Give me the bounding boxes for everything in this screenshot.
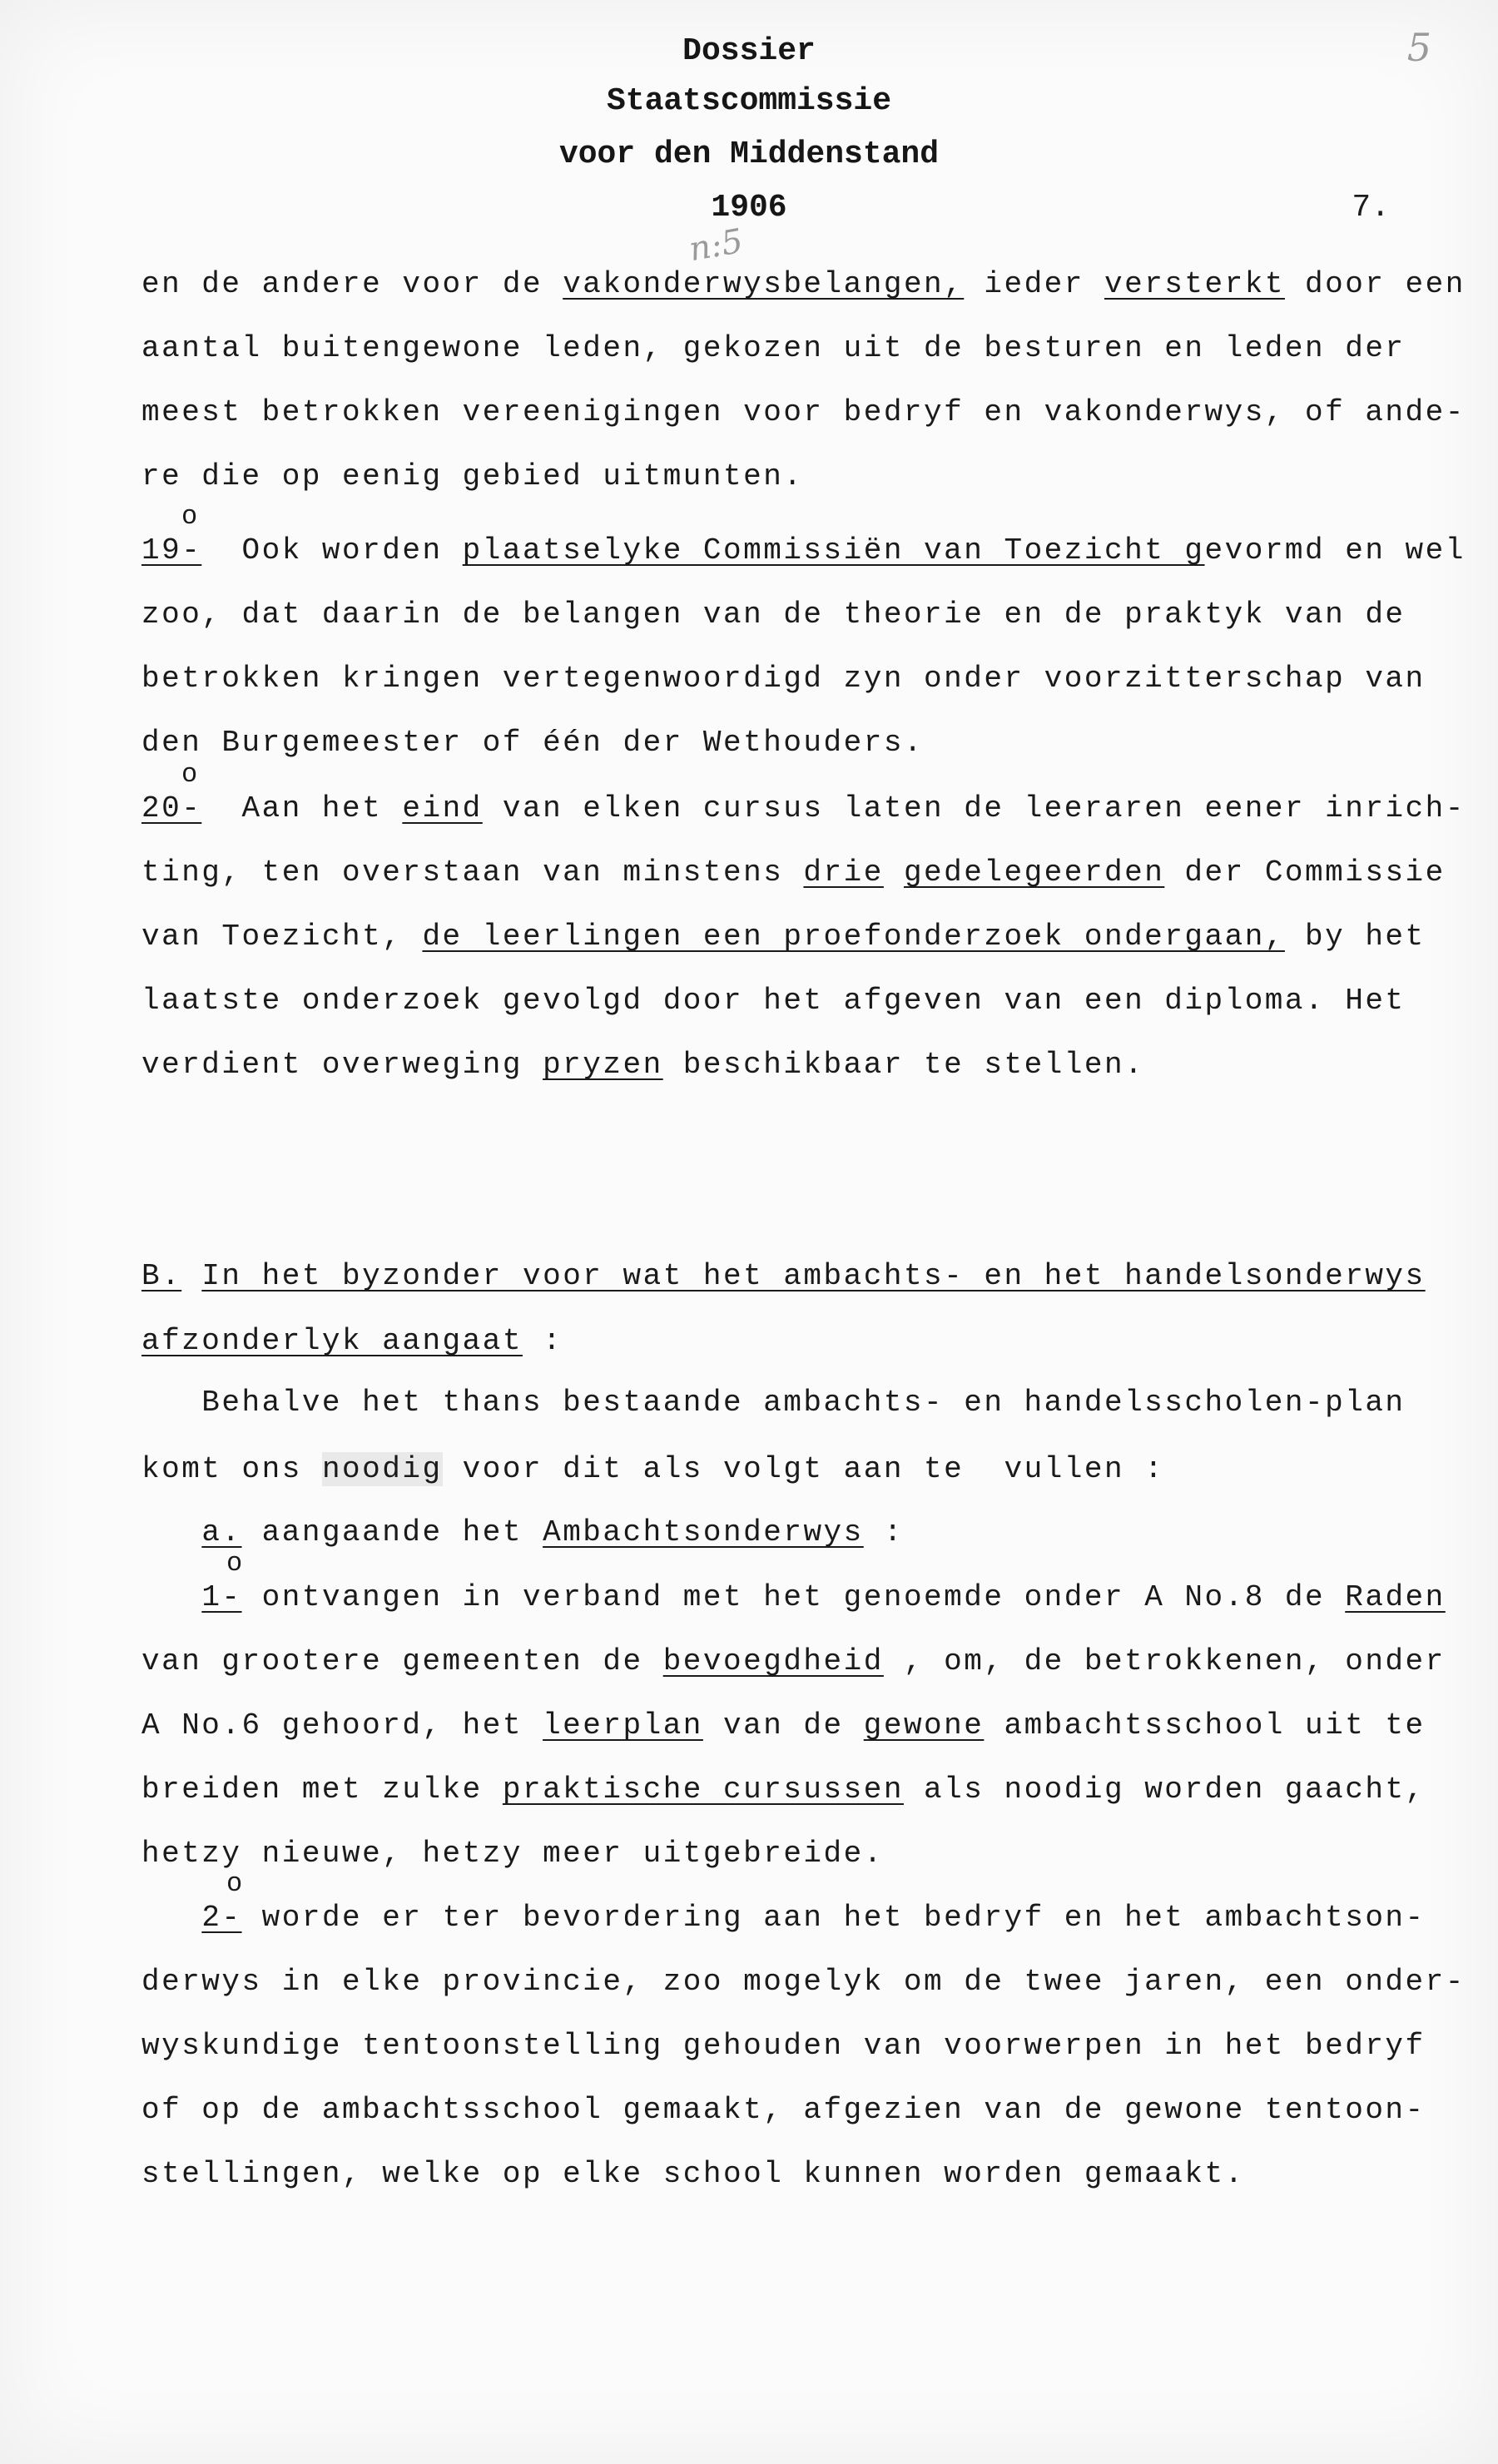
- underlined-text: afzonderlyk aangaat: [141, 1324, 523, 1358]
- ordinal-marker: o: [226, 1548, 243, 1579]
- text-segment: :: [522, 1324, 563, 1358]
- text-segment: worde er ter bevordering aan het bedryf en het ambachtson-: [241, 1901, 1426, 1935]
- text-segment: Aan het: [201, 791, 403, 825]
- text-segment: zoo, dat daarin de belangen van de theorie en de praktyk van de: [141, 597, 1406, 632]
- paragraph-line: [141, 330, 1406, 367]
- text-segment: verdient overweging: [141, 1048, 543, 1082]
- text-segment: [181, 1259, 201, 1293]
- text-segment: als noodig worden gaacht,: [903, 1772, 1426, 1807]
- text-segment: wyskundige tentoonstelling gehouden van voorwerpen in het bedryf: [141, 2029, 1426, 2063]
- section-b-line: [141, 1258, 1426, 1295]
- text-segment: derwys in elke provincie, zoo mogelyk om de twee jaren, een onder-: [141, 1965, 1466, 1999]
- text-segment: van de: [702, 1708, 864, 1743]
- item19-line: [141, 661, 1426, 697]
- text-segment: [141, 1901, 201, 1935]
- paragraph-line: [141, 266, 1466, 303]
- underlined-text: vakonderwysbelangen,: [563, 267, 965, 301]
- header-commission: Staatscommissie: [606, 83, 892, 119]
- underlined-text: drie: [803, 855, 884, 890]
- underlined-text: 20-: [141, 791, 202, 825]
- text-segment: A No.6 gehoord, het: [141, 1708, 543, 1743]
- item19-line: [141, 533, 1466, 569]
- underlined-text: praktische cursussen: [502, 1772, 904, 1807]
- text-segment: Behalve het thans bestaande ambachts- en handelsscholen-plan: [141, 1386, 1406, 1420]
- header-dossier: Dossier: [682, 33, 816, 69]
- underlined-text: eind: [402, 791, 483, 825]
- paragraph-line: [141, 394, 1466, 431]
- text-segment: evormd en wel: [1204, 533, 1466, 568]
- text-segment: der Commissie: [1164, 855, 1446, 890]
- item19-line: [141, 725, 924, 761]
- underlined-text: Raden: [1345, 1580, 1446, 1614]
- underlined-text: gewone: [863, 1708, 985, 1743]
- text-segment: van grootere gemeenten de: [141, 1644, 663, 1678]
- text-segment: :: [863, 1515, 904, 1549]
- text-segment: van Toezicht,: [141, 920, 423, 954]
- underlined-text: pryzen: [543, 1048, 663, 1082]
- text-segment: laatste onderzoek gevolgd door het afgeven van een diploma. Het: [141, 984, 1406, 1018]
- underlined-text: 1-: [201, 1580, 242, 1614]
- text-segment: of op de ambachtsschool gemaakt, afgezien van de gewone tentoon-: [141, 2093, 1426, 2127]
- text-segment: den Burgemeester of één der Wethouders.: [141, 726, 925, 760]
- text-segment: [141, 1515, 201, 1549]
- text-segment: beschikbaar te stellen.: [662, 1048, 1145, 1082]
- ordinal-marker: o: [181, 501, 198, 532]
- item1-line: [141, 1772, 1426, 1808]
- item1-line: [141, 1708, 1426, 1744]
- ordinal-marker: o: [226, 1868, 243, 1899]
- text-segment: meest betrokken vereenigingen voor bedryf en vakonderwys, of ande-: [141, 395, 1466, 429]
- text-segment: ieder: [964, 267, 1104, 301]
- item20-line: [141, 919, 1426, 955]
- underlined-text: In het byzonder voor wat het ambachts- en het handelsonderwys: [201, 1259, 1426, 1293]
- subsection-a-heading: [141, 1515, 904, 1551]
- section-b-line: [141, 1451, 1164, 1488]
- text-segment: ambachtsschool uit te: [984, 1708, 1426, 1743]
- ordinal-marker: o: [181, 759, 198, 790]
- text-segment: breiden met zulke: [141, 1772, 503, 1807]
- section-b-line: [141, 1385, 1406, 1421]
- corner-page-mark: 5: [1406, 25, 1431, 70]
- item2-line: [141, 2156, 1245, 2193]
- header-year: 1906: [711, 190, 787, 226]
- text-segment: van elken cursus laten de leeraren eener inrich-: [482, 791, 1466, 825]
- text-segment: , om, de betrokkenen, onder: [883, 1644, 1446, 1678]
- item2-line: [141, 1900, 1426, 1936]
- underlined-text: versterkt: [1104, 267, 1285, 301]
- underlined-text: leerplan: [543, 1708, 703, 1743]
- text-segment: Ook worden: [201, 533, 463, 568]
- highlighted-text: noodig: [321, 1452, 443, 1486]
- underlined-text: B.: [141, 1259, 182, 1293]
- text-segment: ting, ten overstaan van minstens: [141, 855, 804, 890]
- text-segment: re die op eenig gebied uitmunten.: [141, 459, 804, 493]
- item20-line: [141, 791, 1466, 827]
- item1-line: [141, 1836, 884, 1872]
- text-segment: [141, 1580, 201, 1614]
- text-segment: komt ons: [141, 1452, 322, 1486]
- text-segment: door een: [1284, 267, 1466, 301]
- text-segment: voor dit als volgt aan te vullen :: [442, 1452, 1165, 1486]
- item1-line: [141, 1579, 1446, 1616]
- text-segment: hetzy nieuwe, hetzy meer uitgebreide.: [141, 1837, 884, 1871]
- item1-line: [141, 1643, 1446, 1680]
- underlined-text: gedelegeerden: [903, 855, 1165, 890]
- item2-line: [141, 2092, 1426, 2129]
- text-segment: betrokken kringen vertegenwoordigd zyn onder voorzitterschap van: [141, 662, 1426, 696]
- underlined-text: plaatselyke Commissiën van Toezicht g: [462, 533, 1205, 568]
- underlined-text: 19-: [141, 533, 202, 568]
- pencil-annotation: n:5: [686, 221, 747, 270]
- item19-line: [141, 597, 1406, 633]
- item20-line: [141, 983, 1406, 1019]
- text-segment: aantal buitengewone leden, gekozen uit de besturen en leden der: [141, 331, 1406, 365]
- paragraph-line: [141, 459, 803, 495]
- text-segment: by het: [1284, 920, 1426, 954]
- item2-line: [141, 2028, 1426, 2065]
- section-b-line: [141, 1323, 563, 1360]
- underlined-text: Ambachtsonderwys: [543, 1515, 864, 1549]
- text-segment: en de andere voor de: [141, 267, 563, 301]
- text-segment: stellingen, welke op elke school kunnen worden gemaakt.: [141, 2157, 1245, 2191]
- underlined-text: 2-: [201, 1901, 242, 1935]
- text-segment: [884, 855, 904, 890]
- item20-line: [141, 1047, 1144, 1083]
- underlined-text: a.: [201, 1515, 242, 1549]
- item2-line: [141, 1964, 1466, 2000]
- header-middenstand: voor den Middenstand: [558, 136, 940, 172]
- text-segment: ontvangen in verband met het genoemde onder A No.8 de: [241, 1580, 1346, 1614]
- page-number: 7.: [1352, 190, 1390, 226]
- underlined-text: bevoegdheid: [662, 1644, 884, 1678]
- item20-line: [141, 855, 1446, 891]
- text-segment: aangaande het: [241, 1515, 543, 1549]
- underlined-text: de leerlingen een proefonderzoek ondergaan,: [422, 920, 1285, 954]
